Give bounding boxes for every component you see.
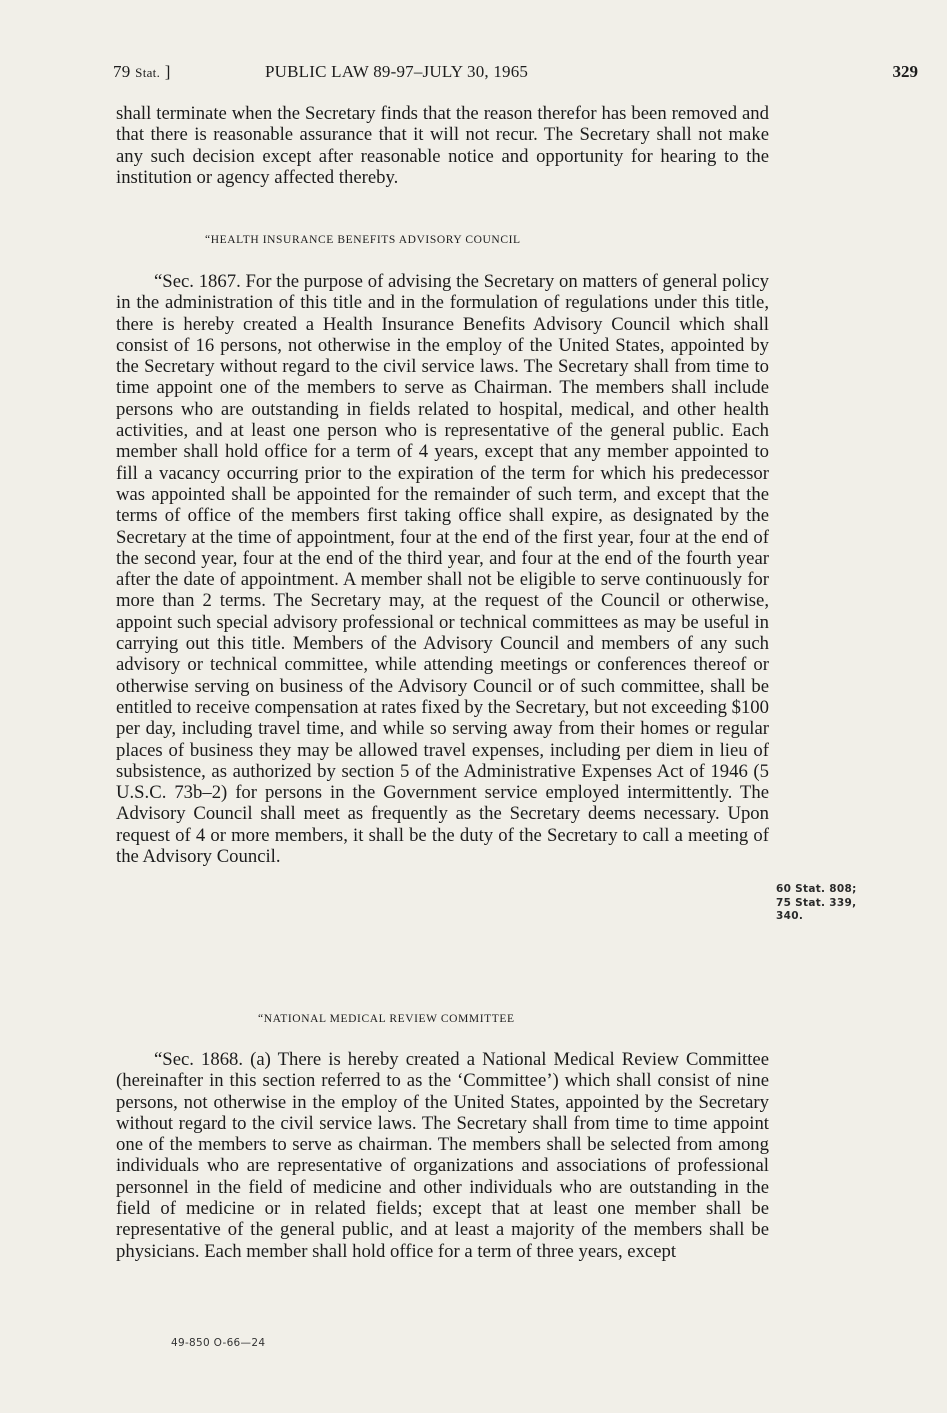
margin-line: 340. [776,910,804,922]
paragraph-intro [116,103,769,188]
section-heading-health-insurance: “HEALTH INSURANCE BENEFITS ADVISORY COUNCIL [205,234,521,246]
paragraph-sec-1867 [116,271,769,867]
margin-line: 75 Stat. 339, [776,896,857,909]
section-prefix: “Sec. [154,1049,194,1070]
paragraph-text [116,1049,769,1262]
header-title: PUBLIC LAW 89-97–JULY 30, 1965 [265,62,529,81]
section-body: 1867. For the purpose of advising the Secretary on matters of general policy in the administration of this title and in the formulation of regulations under this title, there is hereby created a Health Insurance Benefits Advisory Council which shall consist of 16 persons, not otherwise in the employ of the United States, appointed by the Secretary without regard to the civil service laws. The Secretary shall from time to time appoint one of the members to serve as Chairman. The members shall include persons who are outstanding in fields related to hospital, medical, and other health activities, and at least one person who is representative of the general public. Each member shall hold office for a term of 4 years, except that any member appointed to fill a vacancy occurring prior to the expiration of the term for which his predecessor was appointed shall be appointed for the remainder of such term, and except that the terms of office of the members first taking office shall expire, as designated by the Secretary at the time of appointment, four at the end of the first year, four at the end of the second year, four at the end of the third year, and four at the end of the fourth year after the date of appointment. A member shall not be eligible to serve continuously for more than 2 terms. The Secretary may, at the request of the Council or otherwise, appoint such special advisory professional or technical committees as may be useful in carrying out this title. Members of the Advisory Council and members of any such advisory or technical committee, while attending meetings or conferences thereof or otherwise serving on business of the Advisory Council or of such committee, shall be entitled to receive compensation at rates fixed by the Secretary, but not exceeding $100 per day, including travel time, and while so serving away from their homes or regular places of business they may be allowed travel expenses, including per diem in lieu of subsistence, as authorized by section 5 of the Administrative Expenses Act of 1946 (5 U.S.C. 73b–2) for persons in the Government service employed intermittently. The Advisory Council shall meet as frequently as the Secretary deems necessary. Upon request of 4 or more members, it shall be the duty of the Secretary to call a meeting of the Advisory Council. [116,271,769,868]
volume-reference: 79 Stat. ] [113,62,171,81]
footer-code: 49-850 O-66—24 [171,1337,266,1349]
running-header [113,62,918,86]
paragraph-text [116,271,769,867]
margin-line: 60 Stat. 808; [776,883,857,895]
paragraph-sec-1868 [116,1049,769,1262]
section-prefix: “Sec. [154,271,194,292]
paragraph-text: shall terminate when the Secretary finds that the reason therefor has been removed and that there is reasonable assurance that it will not recur. The Secretary shall not make any such decision except after reasonable notice and opportunity for hearing to the institution or agency affected thereby. [116,103,769,188]
section-heading-medical-review: “NATIONAL MEDICAL REVIEW COMMITTEE [258,1013,515,1025]
margin-citation [776,883,857,924]
section-body: 1868. (a) There is hereby created a National Medical Review Committee (hereinafter in this section referred to as the ‘Committee’) which shall consist of nine persons, not otherwise in the employ of the United States, appointed by the Secretary without regard to the civil service laws. The Secretary shall from time to time appoint one of the members to serve as chairman. The members shall be selected from among individuals who are representative of organizations and associations of professional personnel in the field of medicine and other individuals who are outstanding in the field of medicine or in related fields; except that at least one member shall be representative of the general public, and at least a majority of the members shall be physicians. Each member shall hold office for a term of three years, except [116,1049,769,1262]
page-number: 329 [892,62,918,81]
